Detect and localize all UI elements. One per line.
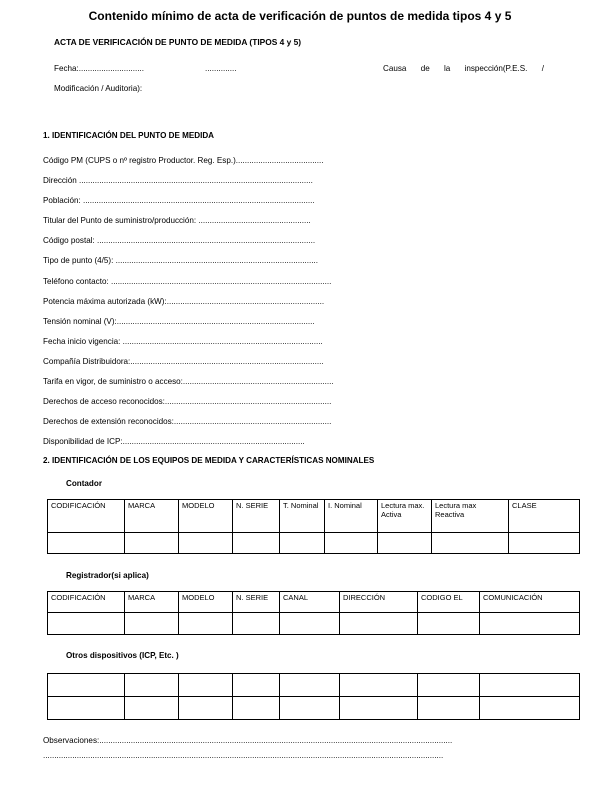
otros-row <box>48 697 580 720</box>
table-cell[interactable] <box>340 697 418 720</box>
contador-table <box>47 499 580 554</box>
otros-row <box>48 674 580 697</box>
table-cell[interactable] <box>48 697 125 720</box>
contador-header-t-nominal: T. Nominal <box>280 500 325 533</box>
table-cell[interactable] <box>125 533 179 554</box>
registrador-header-serie: N. SERIE <box>233 592 280 613</box>
table-cell[interactable] <box>340 674 418 697</box>
registrador-header-modelo: MODELO <box>179 592 233 613</box>
causa-field-line2: Modificación / Auditoria): <box>54 84 143 93</box>
registrador-table <box>47 591 580 635</box>
table-cell[interactable] <box>179 533 233 554</box>
table-cell[interactable] <box>432 533 509 554</box>
contador-header-serie: N. SERIE <box>233 500 280 533</box>
field-poblacion: Población: ....................................................................................................... <box>43 196 315 205</box>
registrador-header-row <box>48 592 580 613</box>
table-cell[interactable] <box>378 533 432 554</box>
field-tipo-punto: Tipo de punto (4/5): .......................................................................................... <box>43 256 318 265</box>
table-cell[interactable] <box>125 674 179 697</box>
form-subtitle: ACTA DE VERIFICACIÓN DE PUNTO DE MEDIDA (TIPOS 4 y 5) <box>54 37 302 47</box>
table-cell[interactable] <box>280 613 340 635</box>
field-derechos-acceso: Derechos de acceso reconocidos:.......................................................................... <box>43 397 332 406</box>
field-direccion: Dirección ........................................................................................................ <box>43 176 313 185</box>
la-word: la <box>443 64 451 73</box>
table-cell[interactable] <box>340 613 418 635</box>
contador-header-modelo: MODELO <box>179 500 233 533</box>
contador-header-clase: CLASE <box>509 500 580 533</box>
field-tarifa: Tarifa en vigor, de suministro o acceso:................................................................... <box>43 377 334 386</box>
table-cell[interactable] <box>480 674 580 697</box>
registrador-header-comunicacion: COMUNICACIÓN <box>480 592 580 613</box>
table-cell[interactable] <box>480 697 580 720</box>
contador-header-lectura-activa: Lectura max. Activa <box>378 500 432 533</box>
table-cell[interactable] <box>280 674 340 697</box>
contador-data-row <box>48 533 580 554</box>
field-icp: Disponibilidad de ICP:................................................................................. <box>43 437 305 446</box>
inspeccion-word: inspección(P.E.S. <box>464 64 528 73</box>
field-tension: Tensión nominal (V):........................................................................................ <box>43 317 315 326</box>
slash-mark: / <box>541 64 544 73</box>
table-cell[interactable] <box>179 697 233 720</box>
registrador-header-codificacion: CODIFICACIÓN <box>48 592 125 613</box>
section2-heading: 2. IDENTIFICACIÓN DE LOS EQUIPOS DE MEDIDA Y CARACTERÍSTICAS NOMINALES <box>43 456 375 465</box>
causa-field-line1 <box>383 64 544 73</box>
table-cell[interactable] <box>125 613 179 635</box>
field-codigo-pm: Código PM (CUPS o nº registro Productor. Reg. Esp.)....................................... <box>43 156 324 165</box>
table-cell[interactable] <box>280 697 340 720</box>
field-compania: Compañía Distribuidora:...................................................................................... <box>43 357 324 366</box>
fecha-field: Fecha:............................. <box>54 64 144 73</box>
registrador-header-codigo-el: CODIGO EL <box>418 592 480 613</box>
table-cell[interactable] <box>418 697 480 720</box>
table-cell[interactable] <box>48 533 125 554</box>
table-cell[interactable] <box>233 613 280 635</box>
table-cell[interactable] <box>179 674 233 697</box>
causa-word: Causa <box>383 64 407 73</box>
registrador-header-direccion: DIRECCIÓN <box>340 592 418 613</box>
contador-header-marca: MARCA <box>125 500 179 533</box>
contador-header-codificacion: CODIFICACIÓN <box>48 500 125 533</box>
contador-header-i-nominal: I. Nominal <box>325 500 378 533</box>
fecha-extra-field: .............. <box>205 64 237 73</box>
registrador-header-canal: CANAL <box>280 592 340 613</box>
field-titular: Titular del Punto de suministro/producción: .................................................. <box>43 216 311 225</box>
observaciones-line2: .................................................................................................................................................................................. <box>43 751 444 760</box>
section1-heading: 1. IDENTIFICACIÓN DEL PUNTO DE MEDIDA <box>43 131 215 140</box>
otros-label: Otros dispositivos (ICP, Etc. ) <box>66 651 179 660</box>
table-cell[interactable] <box>418 613 480 635</box>
table-cell[interactable] <box>48 674 125 697</box>
table-cell[interactable] <box>509 533 580 554</box>
table-cell[interactable] <box>280 533 325 554</box>
field-derechos-extension: Derechos de extensión reconocidos:...................................................................... <box>43 417 332 426</box>
table-cell[interactable] <box>233 533 280 554</box>
table-cell[interactable] <box>125 697 179 720</box>
registrador-data-row <box>48 613 580 635</box>
observaciones-line1: Observaciones:............................................................................................................................................................. <box>43 736 453 745</box>
field-potencia: Potencia máxima autorizada (kW):...................................................................... <box>43 297 325 306</box>
otros-table <box>47 673 580 720</box>
registrador-label: Registrador(si aplica) <box>66 571 149 580</box>
table-cell[interactable] <box>480 613 580 635</box>
table-cell[interactable] <box>233 674 280 697</box>
contador-header-row <box>48 500 580 533</box>
contador-header-lectura-reactiva: Lectura max Reactiva <box>432 500 509 533</box>
field-telefono: Teléfono contacto: .................................................................................................. <box>43 277 332 286</box>
field-codigo-postal: Código postal: ................................................................................................. <box>43 236 316 245</box>
page-title: Contenido mínimo de acta de verificación de puntos de medida tipos 4 y 5 <box>88 9 512 23</box>
table-cell[interactable] <box>418 674 480 697</box>
de-word: de <box>420 64 430 73</box>
table-cell[interactable] <box>48 613 125 635</box>
table-cell[interactable] <box>233 697 280 720</box>
contador-label: Contador <box>66 479 102 488</box>
table-cell[interactable] <box>325 533 378 554</box>
table-cell[interactable] <box>179 613 233 635</box>
registrador-header-marca: MARCA <box>125 592 179 613</box>
field-fecha-inicio: Fecha inicio vigencia: ......................................................................................... <box>43 337 323 346</box>
